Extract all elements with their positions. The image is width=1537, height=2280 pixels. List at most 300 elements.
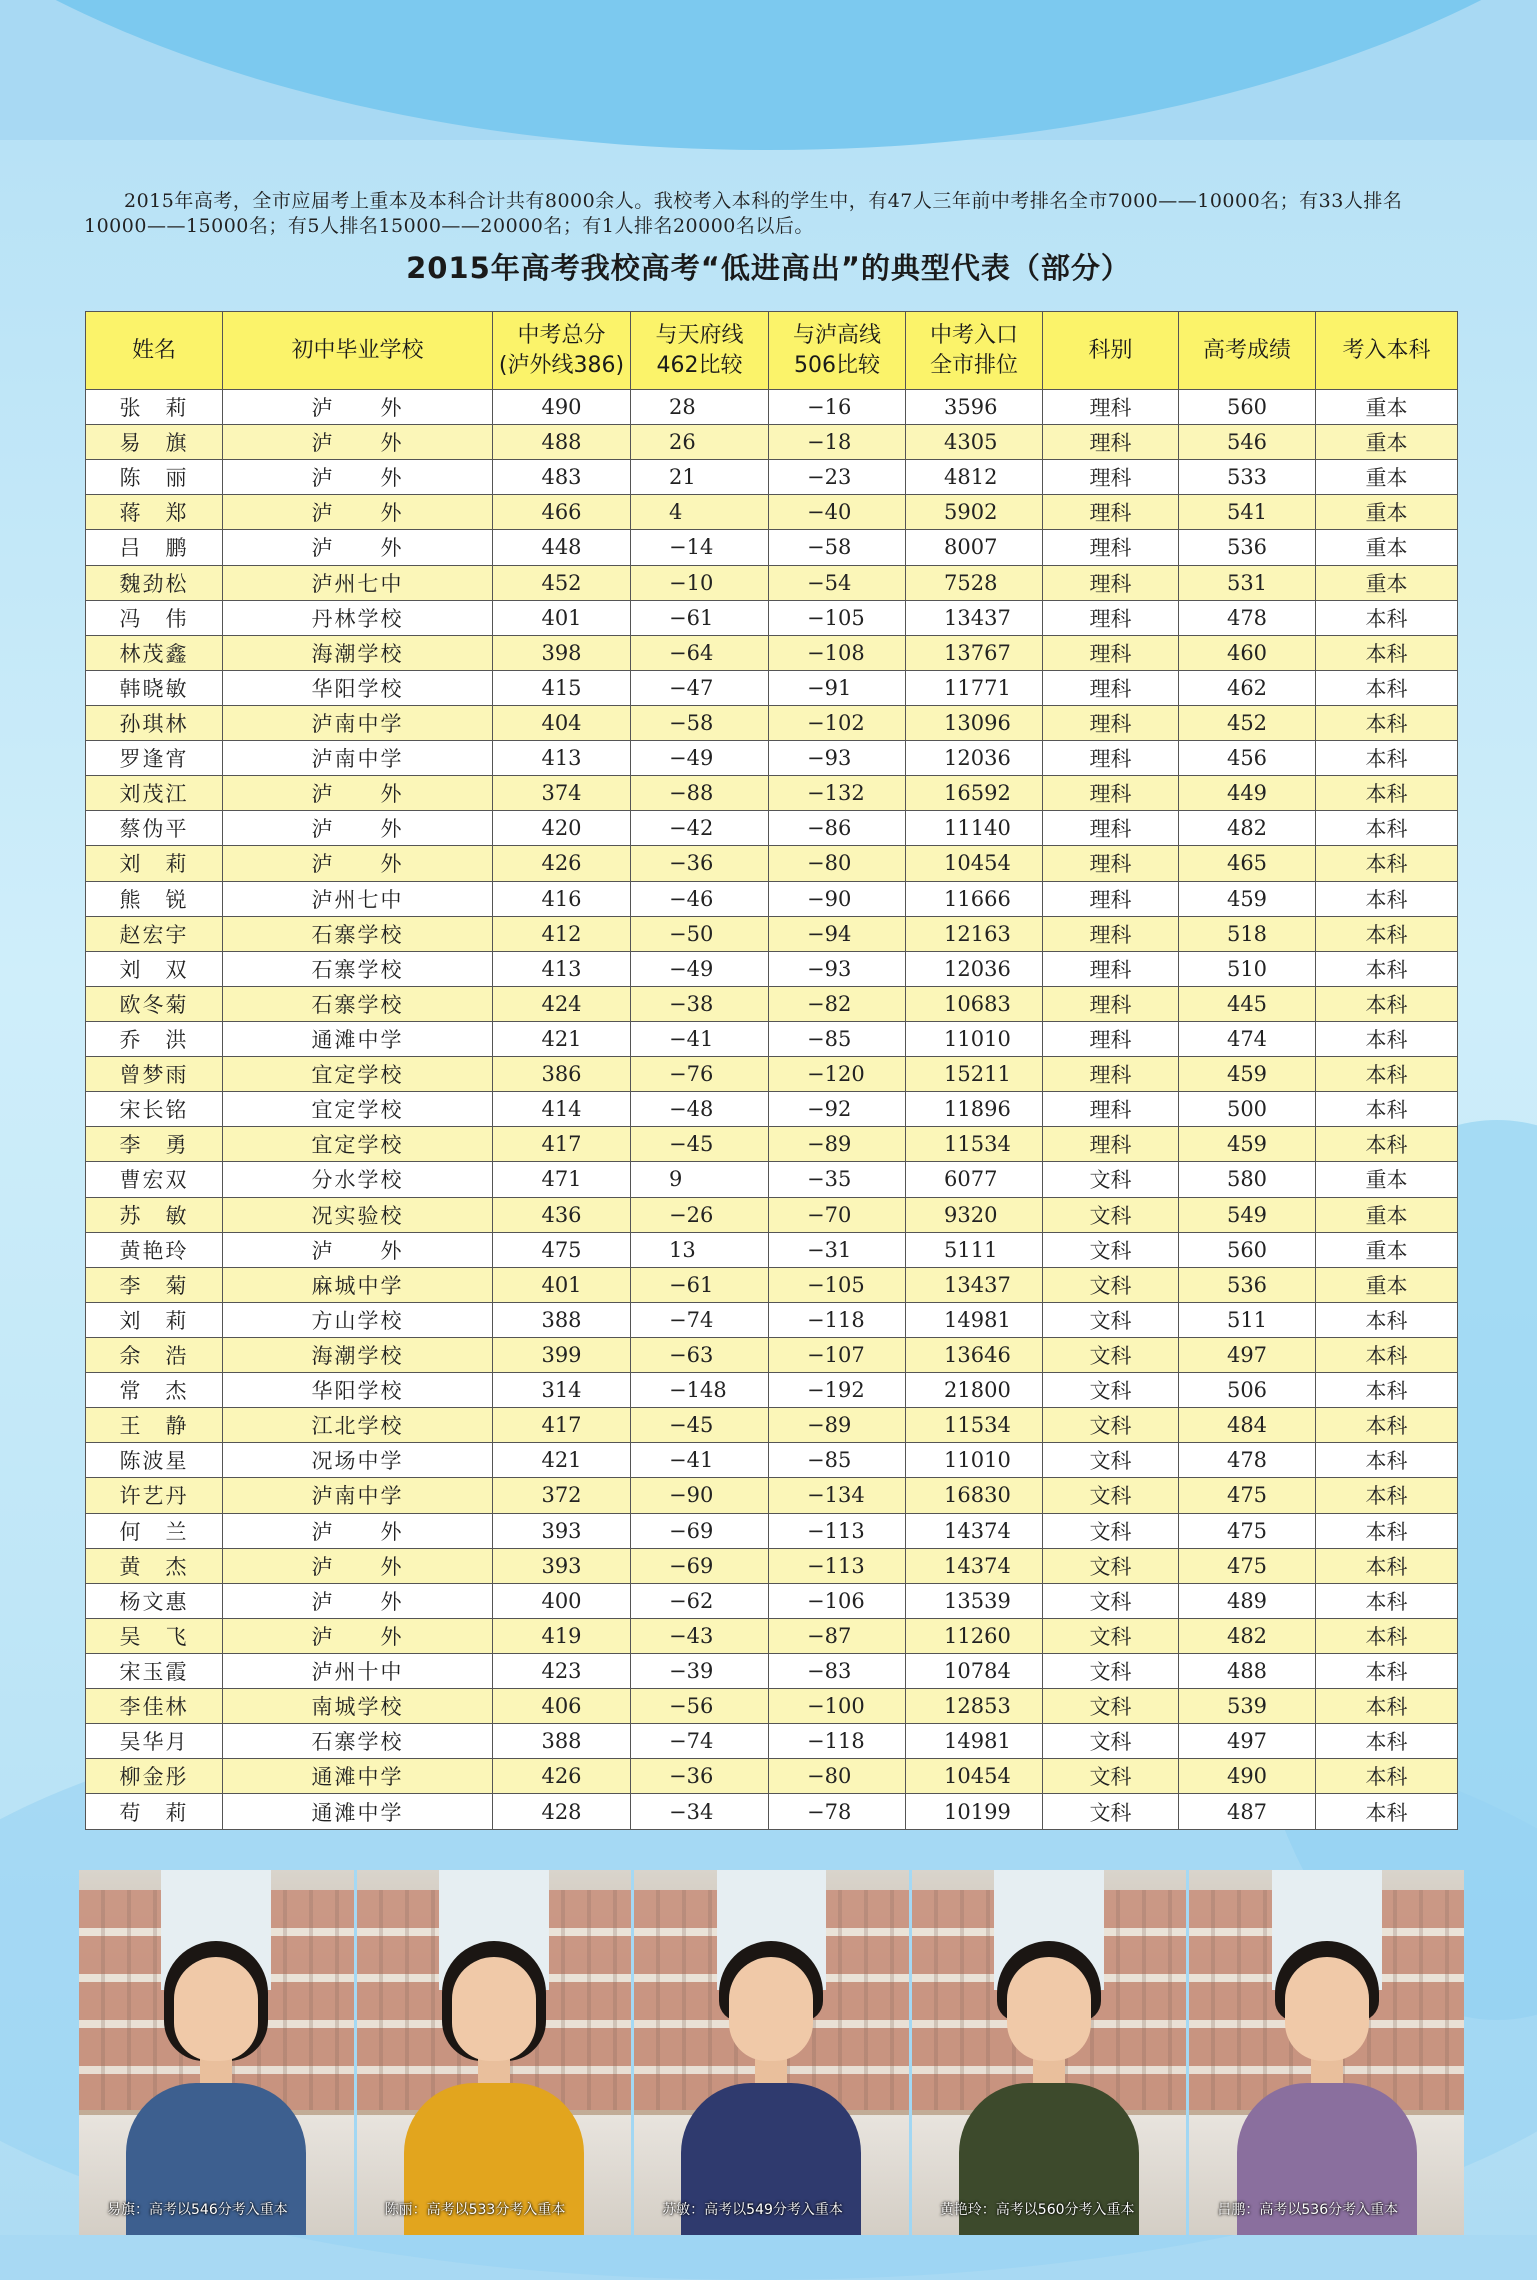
table-cell: 石寨学校 bbox=[223, 951, 493, 986]
table-cell: 372 bbox=[493, 1478, 631, 1513]
table-cell: 理科 bbox=[1043, 565, 1179, 600]
table-cell: −78 bbox=[769, 1794, 906, 1830]
table-cell: 重本 bbox=[1316, 565, 1458, 600]
table-cell: 泸 外 bbox=[223, 846, 493, 881]
table-cell: 10454 bbox=[906, 1759, 1043, 1794]
table-row bbox=[86, 846, 1458, 881]
table-cell: 文科 bbox=[1043, 1794, 1179, 1830]
table-cell: −93 bbox=[769, 741, 906, 776]
table-cell: −46 bbox=[631, 881, 769, 916]
table-cell: 549 bbox=[1179, 1197, 1316, 1232]
table-cell: −14 bbox=[631, 530, 769, 565]
table-cell: −148 bbox=[631, 1373, 769, 1408]
table-cell: 石寨学校 bbox=[223, 916, 493, 951]
table-cell: −94 bbox=[769, 916, 906, 951]
table-cell: 重本 bbox=[1316, 1162, 1458, 1197]
table-cell: −120 bbox=[769, 1057, 906, 1092]
table-cell: 泸 外 bbox=[223, 1583, 493, 1618]
table-row bbox=[86, 530, 1458, 565]
table-cell: −38 bbox=[631, 986, 769, 1021]
student-photo bbox=[1189, 1870, 1464, 2235]
table-cell: 518 bbox=[1179, 916, 1316, 951]
table-cell: −56 bbox=[631, 1689, 769, 1724]
table-cell: 388 bbox=[493, 1302, 631, 1337]
table-cell: 531 bbox=[1179, 565, 1316, 600]
table-row bbox=[86, 1618, 1458, 1653]
table-cell: 482 bbox=[1179, 811, 1316, 846]
table-cell: 重本 bbox=[1316, 1232, 1458, 1267]
table-row bbox=[86, 670, 1458, 705]
table-cell: 重本 bbox=[1316, 530, 1458, 565]
table-cell: 398 bbox=[493, 635, 631, 670]
table-cell: 本科 bbox=[1316, 635, 1458, 670]
table-cell: −48 bbox=[631, 1092, 769, 1127]
table-cell: 苏 敏 bbox=[86, 1197, 223, 1232]
table-cell: 海潮学校 bbox=[223, 635, 493, 670]
table-cell: −93 bbox=[769, 951, 906, 986]
table-cell: 理科 bbox=[1043, 600, 1179, 635]
table-cell: −113 bbox=[769, 1513, 906, 1548]
table-cell: 460 bbox=[1179, 635, 1316, 670]
table-row bbox=[86, 460, 1458, 495]
table-cell: 苟 莉 bbox=[86, 1794, 223, 1830]
table-cell: −23 bbox=[769, 460, 906, 495]
table-row bbox=[86, 1443, 1458, 1478]
table-cell: 本科 bbox=[1316, 1337, 1458, 1372]
table-cell: 文科 bbox=[1043, 1583, 1179, 1618]
table-cell: 泸南中学 bbox=[223, 1478, 493, 1513]
table-cell: 李 菊 bbox=[86, 1267, 223, 1302]
header-name: 姓名 bbox=[86, 312, 223, 390]
table-cell: −82 bbox=[769, 986, 906, 1021]
table-cell: 华阳学校 bbox=[223, 670, 493, 705]
table-cell: −100 bbox=[769, 1689, 906, 1724]
table-cell: −80 bbox=[769, 846, 906, 881]
table-cell: 重本 bbox=[1316, 495, 1458, 530]
table-cell: 泸州十中 bbox=[223, 1653, 493, 1688]
table-cell: 罗逢宵 bbox=[86, 741, 223, 776]
table-cell: 泸 外 bbox=[223, 460, 493, 495]
header-subject: 科别 bbox=[1043, 312, 1179, 390]
table-cell: 28 bbox=[631, 390, 769, 425]
table-cell: 420 bbox=[493, 811, 631, 846]
table-cell: 文科 bbox=[1043, 1513, 1179, 1548]
table-cell: 重本 bbox=[1316, 1197, 1458, 1232]
table-cell: 413 bbox=[493, 741, 631, 776]
table-cell: 重本 bbox=[1316, 1267, 1458, 1302]
table-cell: 488 bbox=[493, 425, 631, 460]
table-cell: 本科 bbox=[1316, 1794, 1458, 1830]
table-cell: 10454 bbox=[906, 846, 1043, 881]
header-total: 中考总分 (泸外线386) bbox=[493, 312, 631, 390]
table-row bbox=[86, 1408, 1458, 1443]
table-cell: 本科 bbox=[1316, 1057, 1458, 1092]
table-cell: 赵宏宇 bbox=[86, 916, 223, 951]
photo-caption: 易旗：高考以546分考入重本 bbox=[107, 2202, 288, 2218]
table-cell: 通滩中学 bbox=[223, 1794, 493, 1830]
table-row bbox=[86, 1267, 1458, 1302]
table-cell: 分水学校 bbox=[223, 1162, 493, 1197]
table-cell: −45 bbox=[631, 1408, 769, 1443]
table-cell: −105 bbox=[769, 1267, 906, 1302]
face bbox=[1007, 1957, 1091, 2061]
table-cell: 13539 bbox=[906, 1583, 1043, 1618]
header-rank: 中考入口 全市排位 bbox=[906, 312, 1043, 390]
table-cell: 林茂鑫 bbox=[86, 635, 223, 670]
table-cell: 580 bbox=[1179, 1162, 1316, 1197]
table-cell: −83 bbox=[769, 1653, 906, 1688]
table-cell: −41 bbox=[631, 1443, 769, 1478]
table-row bbox=[86, 1478, 1458, 1513]
table-cell: 蔡伪平 bbox=[86, 811, 223, 846]
table-cell: 曾梦雨 bbox=[86, 1057, 223, 1092]
table-cell: −90 bbox=[769, 881, 906, 916]
table-cell: 3596 bbox=[906, 390, 1043, 425]
table-cell: 414 bbox=[493, 1092, 631, 1127]
table-cell: 韩晓敏 bbox=[86, 670, 223, 705]
header-luhigh: 与泸高线 506比较 bbox=[769, 312, 906, 390]
table-cell: −69 bbox=[631, 1548, 769, 1583]
table-cell: 柳金彤 bbox=[86, 1759, 223, 1794]
table-row bbox=[86, 1057, 1458, 1092]
table-cell: 452 bbox=[1179, 705, 1316, 740]
table-cell: 文科 bbox=[1043, 1548, 1179, 1583]
table-cell: 宋玉霞 bbox=[86, 1653, 223, 1688]
table-cell: 江北学校 bbox=[223, 1408, 493, 1443]
table-cell: 泸南中学 bbox=[223, 741, 493, 776]
table-cell: −86 bbox=[769, 811, 906, 846]
table-cell: −69 bbox=[631, 1513, 769, 1548]
table-cell: 12036 bbox=[906, 741, 1043, 776]
table-row bbox=[86, 776, 1458, 811]
table-cell: 理科 bbox=[1043, 916, 1179, 951]
table-cell: 12853 bbox=[906, 1689, 1043, 1724]
table-cell: 10784 bbox=[906, 1653, 1043, 1688]
table-cell: 石寨学校 bbox=[223, 986, 493, 1021]
table-cell: 泸 外 bbox=[223, 425, 493, 460]
table-cell: 13 bbox=[631, 1232, 769, 1267]
table-cell: −89 bbox=[769, 1408, 906, 1443]
table-cell: −40 bbox=[769, 495, 906, 530]
table-cell: 488 bbox=[1179, 1653, 1316, 1688]
table-cell: −45 bbox=[631, 1127, 769, 1162]
table-cell: 杨文惠 bbox=[86, 1583, 223, 1618]
table-cell: 本科 bbox=[1316, 1513, 1458, 1548]
table-cell: −36 bbox=[631, 1759, 769, 1794]
table-cell: 393 bbox=[493, 1548, 631, 1583]
table-cell: −42 bbox=[631, 811, 769, 846]
table-cell: 401 bbox=[493, 1267, 631, 1302]
table-cell: 本科 bbox=[1316, 811, 1458, 846]
face bbox=[174, 1957, 258, 2061]
table-cell: 404 bbox=[493, 705, 631, 740]
table-cell: 546 bbox=[1179, 425, 1316, 460]
table-cell: 本科 bbox=[1316, 670, 1458, 705]
table-cell: 理科 bbox=[1043, 1092, 1179, 1127]
table-cell: 417 bbox=[493, 1127, 631, 1162]
table-cell: −43 bbox=[631, 1618, 769, 1653]
table-cell: 本科 bbox=[1316, 705, 1458, 740]
table-cell: 刘 莉 bbox=[86, 1302, 223, 1337]
table-cell: 陈波星 bbox=[86, 1443, 223, 1478]
table-cell: 13437 bbox=[906, 600, 1043, 635]
table-header-row bbox=[86, 312, 1458, 390]
table-cell: 石寨学校 bbox=[223, 1724, 493, 1759]
table-cell: 13437 bbox=[906, 1267, 1043, 1302]
table-cell: −47 bbox=[631, 670, 769, 705]
table-cell: −63 bbox=[631, 1337, 769, 1372]
table-cell: 易 旗 bbox=[86, 425, 223, 460]
table-cell: −49 bbox=[631, 951, 769, 986]
table-cell: −50 bbox=[631, 916, 769, 951]
table-row bbox=[86, 811, 1458, 846]
table-cell: −31 bbox=[769, 1232, 906, 1267]
photo-caption: 陈丽：高考以533分考入重本 bbox=[384, 2202, 566, 2218]
table-cell: 16830 bbox=[906, 1478, 1043, 1513]
photo-caption: 黄艳玲：高考以560分考入重本 bbox=[939, 2202, 1135, 2218]
table-cell: 13767 bbox=[906, 635, 1043, 670]
student-portrait bbox=[671, 1915, 871, 2235]
table-cell: 本科 bbox=[1316, 741, 1458, 776]
table-cell: 许艺丹 bbox=[86, 1478, 223, 1513]
table-cell: 理科 bbox=[1043, 390, 1179, 425]
table-cell: 刘 双 bbox=[86, 951, 223, 986]
photo-caption: 苏敏：高考以549分考入重本 bbox=[662, 2202, 843, 2218]
table-cell: 11534 bbox=[906, 1408, 1043, 1443]
table-cell: −118 bbox=[769, 1302, 906, 1337]
table-cell: 泸州七中 bbox=[223, 881, 493, 916]
table-cell: 文科 bbox=[1043, 1302, 1179, 1337]
table-cell: 况实验校 bbox=[223, 1197, 493, 1232]
table-cell: 560 bbox=[1179, 1232, 1316, 1267]
table-row bbox=[86, 1162, 1458, 1197]
table-cell: 李 勇 bbox=[86, 1127, 223, 1162]
table-cell: −35 bbox=[769, 1162, 906, 1197]
table-row bbox=[86, 986, 1458, 1021]
table-row bbox=[86, 1373, 1458, 1408]
table-cell: −88 bbox=[631, 776, 769, 811]
table-cell: 理科 bbox=[1043, 811, 1179, 846]
table-cell: 12036 bbox=[906, 951, 1043, 986]
table-cell: 黄艳玲 bbox=[86, 1232, 223, 1267]
table-cell: 487 bbox=[1179, 1794, 1316, 1830]
table-cell: 560 bbox=[1179, 390, 1316, 425]
table-cell: 406 bbox=[493, 1689, 631, 1724]
table-row bbox=[86, 635, 1458, 670]
table-cell: 412 bbox=[493, 916, 631, 951]
table-cell: −70 bbox=[769, 1197, 906, 1232]
table-cell: 方山学校 bbox=[223, 1302, 493, 1337]
table-cell: 华阳学校 bbox=[223, 1373, 493, 1408]
table-cell: 16592 bbox=[906, 776, 1043, 811]
table-cell: 李佳林 bbox=[86, 1689, 223, 1724]
table-row bbox=[86, 741, 1458, 776]
table-cell: 刘茂江 bbox=[86, 776, 223, 811]
table-cell: 489 bbox=[1179, 1583, 1316, 1618]
table-cell: 理科 bbox=[1043, 951, 1179, 986]
table-cell: 14981 bbox=[906, 1302, 1043, 1337]
table-cell: −76 bbox=[631, 1057, 769, 1092]
table-cell: 理科 bbox=[1043, 741, 1179, 776]
table-cell: 421 bbox=[493, 1443, 631, 1478]
table-cell: −85 bbox=[769, 1443, 906, 1478]
table-cell: 理科 bbox=[1043, 495, 1179, 530]
table-cell: 宜定学校 bbox=[223, 1057, 493, 1092]
table-cell: −89 bbox=[769, 1127, 906, 1162]
table-cell: 泸 外 bbox=[223, 1618, 493, 1653]
table-cell: 麻城中学 bbox=[223, 1267, 493, 1302]
table-cell: 9320 bbox=[906, 1197, 1043, 1232]
table-cell: −74 bbox=[631, 1724, 769, 1759]
table-cell: −10 bbox=[631, 565, 769, 600]
table-cell: 本科 bbox=[1316, 600, 1458, 635]
table-cell: 理科 bbox=[1043, 1127, 1179, 1162]
table-cell: 重本 bbox=[1316, 460, 1458, 495]
table-row bbox=[86, 1197, 1458, 1232]
face bbox=[452, 1957, 536, 2061]
table-cell: −134 bbox=[769, 1478, 906, 1513]
table-cell: 本科 bbox=[1316, 881, 1458, 916]
table-cell: 484 bbox=[1179, 1408, 1316, 1443]
table-cell: 500 bbox=[1179, 1092, 1316, 1127]
face bbox=[729, 1957, 813, 2061]
table-cell: 王 静 bbox=[86, 1408, 223, 1443]
photo-strip bbox=[79, 1870, 1464, 2235]
table-cell: 400 bbox=[493, 1583, 631, 1618]
table-cell: 13646 bbox=[906, 1337, 1043, 1372]
table-cell: 445 bbox=[1179, 986, 1316, 1021]
table-cell: 曹宏双 bbox=[86, 1162, 223, 1197]
header-score: 高考成绩 bbox=[1179, 312, 1316, 390]
table-cell: 449 bbox=[1179, 776, 1316, 811]
results-table bbox=[85, 311, 1458, 1830]
table-cell: 重本 bbox=[1316, 425, 1458, 460]
table-row bbox=[86, 1127, 1458, 1162]
table-cell: 471 bbox=[493, 1162, 631, 1197]
table-row bbox=[86, 1583, 1458, 1618]
table-cell: 文科 bbox=[1043, 1724, 1179, 1759]
header-tianfu: 与天府线 462比较 bbox=[631, 312, 769, 390]
table-cell: 459 bbox=[1179, 1057, 1316, 1092]
table-cell: 475 bbox=[493, 1232, 631, 1267]
table-row bbox=[86, 390, 1458, 425]
table-row bbox=[86, 1232, 1458, 1267]
table-cell: 南城学校 bbox=[223, 1689, 493, 1724]
table-cell: 10199 bbox=[906, 1794, 1043, 1830]
table-cell: 吴 飞 bbox=[86, 1618, 223, 1653]
table-cell: 理科 bbox=[1043, 1057, 1179, 1092]
table-cell: −107 bbox=[769, 1337, 906, 1372]
table-cell: 本科 bbox=[1316, 1443, 1458, 1478]
table-cell: 511 bbox=[1179, 1302, 1316, 1337]
table-cell: 14981 bbox=[906, 1724, 1043, 1759]
table-cell: 14374 bbox=[906, 1548, 1043, 1583]
table-row bbox=[86, 1337, 1458, 1372]
table-cell: −91 bbox=[769, 670, 906, 705]
table-cell: −18 bbox=[769, 425, 906, 460]
table-cell: 388 bbox=[493, 1724, 631, 1759]
table-cell: −61 bbox=[631, 600, 769, 635]
table-cell: 本科 bbox=[1316, 776, 1458, 811]
table-cell: 4305 bbox=[906, 425, 1043, 460]
table-cell: 393 bbox=[493, 1513, 631, 1548]
table-cell: 文科 bbox=[1043, 1232, 1179, 1267]
table-cell: 文科 bbox=[1043, 1197, 1179, 1232]
table-cell: 448 bbox=[493, 530, 631, 565]
table-cell: 丹林学校 bbox=[223, 600, 493, 635]
table-cell: −16 bbox=[769, 390, 906, 425]
table-cell: −118 bbox=[769, 1724, 906, 1759]
table-cell: 余 浩 bbox=[86, 1337, 223, 1372]
table-cell: 通滩中学 bbox=[223, 1759, 493, 1794]
table-cell: 本科 bbox=[1316, 1408, 1458, 1443]
table-cell: 5902 bbox=[906, 495, 1043, 530]
face bbox=[1285, 1957, 1369, 2061]
table-cell: −34 bbox=[631, 1794, 769, 1830]
table-cell: 456 bbox=[1179, 741, 1316, 776]
table-cell: 本科 bbox=[1316, 1759, 1458, 1794]
page-title: 2015年高考我校高考“低进高出”的典型代表（部分） bbox=[406, 251, 1131, 285]
table-cell: 15211 bbox=[906, 1057, 1043, 1092]
table-cell: −85 bbox=[769, 1021, 906, 1056]
table-cell: 本科 bbox=[1316, 1724, 1458, 1759]
table-cell: 泸 外 bbox=[223, 1548, 493, 1583]
table-cell: 文科 bbox=[1043, 1443, 1179, 1478]
table-cell: 泸南中学 bbox=[223, 705, 493, 740]
table-cell: 474 bbox=[1179, 1021, 1316, 1056]
table-row bbox=[86, 565, 1458, 600]
table-cell: 465 bbox=[1179, 846, 1316, 881]
table-cell: 宋长铭 bbox=[86, 1092, 223, 1127]
table-cell: 文科 bbox=[1043, 1618, 1179, 1653]
table-cell: 欧冬菊 bbox=[86, 986, 223, 1021]
table-cell: 490 bbox=[493, 390, 631, 425]
table-cell: −64 bbox=[631, 635, 769, 670]
table-cell: 陈 丽 bbox=[86, 460, 223, 495]
student-portrait bbox=[394, 1915, 594, 2235]
table-cell: −36 bbox=[631, 846, 769, 881]
table-cell: 吴华月 bbox=[86, 1724, 223, 1759]
table-cell: −61 bbox=[631, 1267, 769, 1302]
table-row bbox=[86, 1794, 1458, 1830]
table-cell: −108 bbox=[769, 635, 906, 670]
table-cell: 文科 bbox=[1043, 1689, 1179, 1724]
table-cell: 314 bbox=[493, 1373, 631, 1408]
table-cell: 459 bbox=[1179, 881, 1316, 916]
table-cell: 21 bbox=[631, 460, 769, 495]
table-cell: 本科 bbox=[1316, 1302, 1458, 1337]
table-cell: 417 bbox=[493, 1408, 631, 1443]
table-cell: 理科 bbox=[1043, 460, 1179, 495]
table-cell: 423 bbox=[493, 1653, 631, 1688]
table-cell: 蒋 郑 bbox=[86, 495, 223, 530]
table-cell: 12163 bbox=[906, 916, 1043, 951]
table-cell: 本科 bbox=[1316, 1092, 1458, 1127]
table-row bbox=[86, 600, 1458, 635]
table-cell: −26 bbox=[631, 1197, 769, 1232]
table-cell: 理科 bbox=[1043, 670, 1179, 705]
table-cell: −74 bbox=[631, 1302, 769, 1337]
table-cell: 11140 bbox=[906, 811, 1043, 846]
table-row bbox=[86, 881, 1458, 916]
table-cell: −106 bbox=[769, 1583, 906, 1618]
table-cell: 478 bbox=[1179, 1443, 1316, 1478]
table-cell: 本科 bbox=[1316, 1127, 1458, 1162]
table-cell: 本科 bbox=[1316, 1689, 1458, 1724]
table-cell: 理科 bbox=[1043, 635, 1179, 670]
student-photo bbox=[79, 1870, 354, 2235]
table-cell: 436 bbox=[493, 1197, 631, 1232]
